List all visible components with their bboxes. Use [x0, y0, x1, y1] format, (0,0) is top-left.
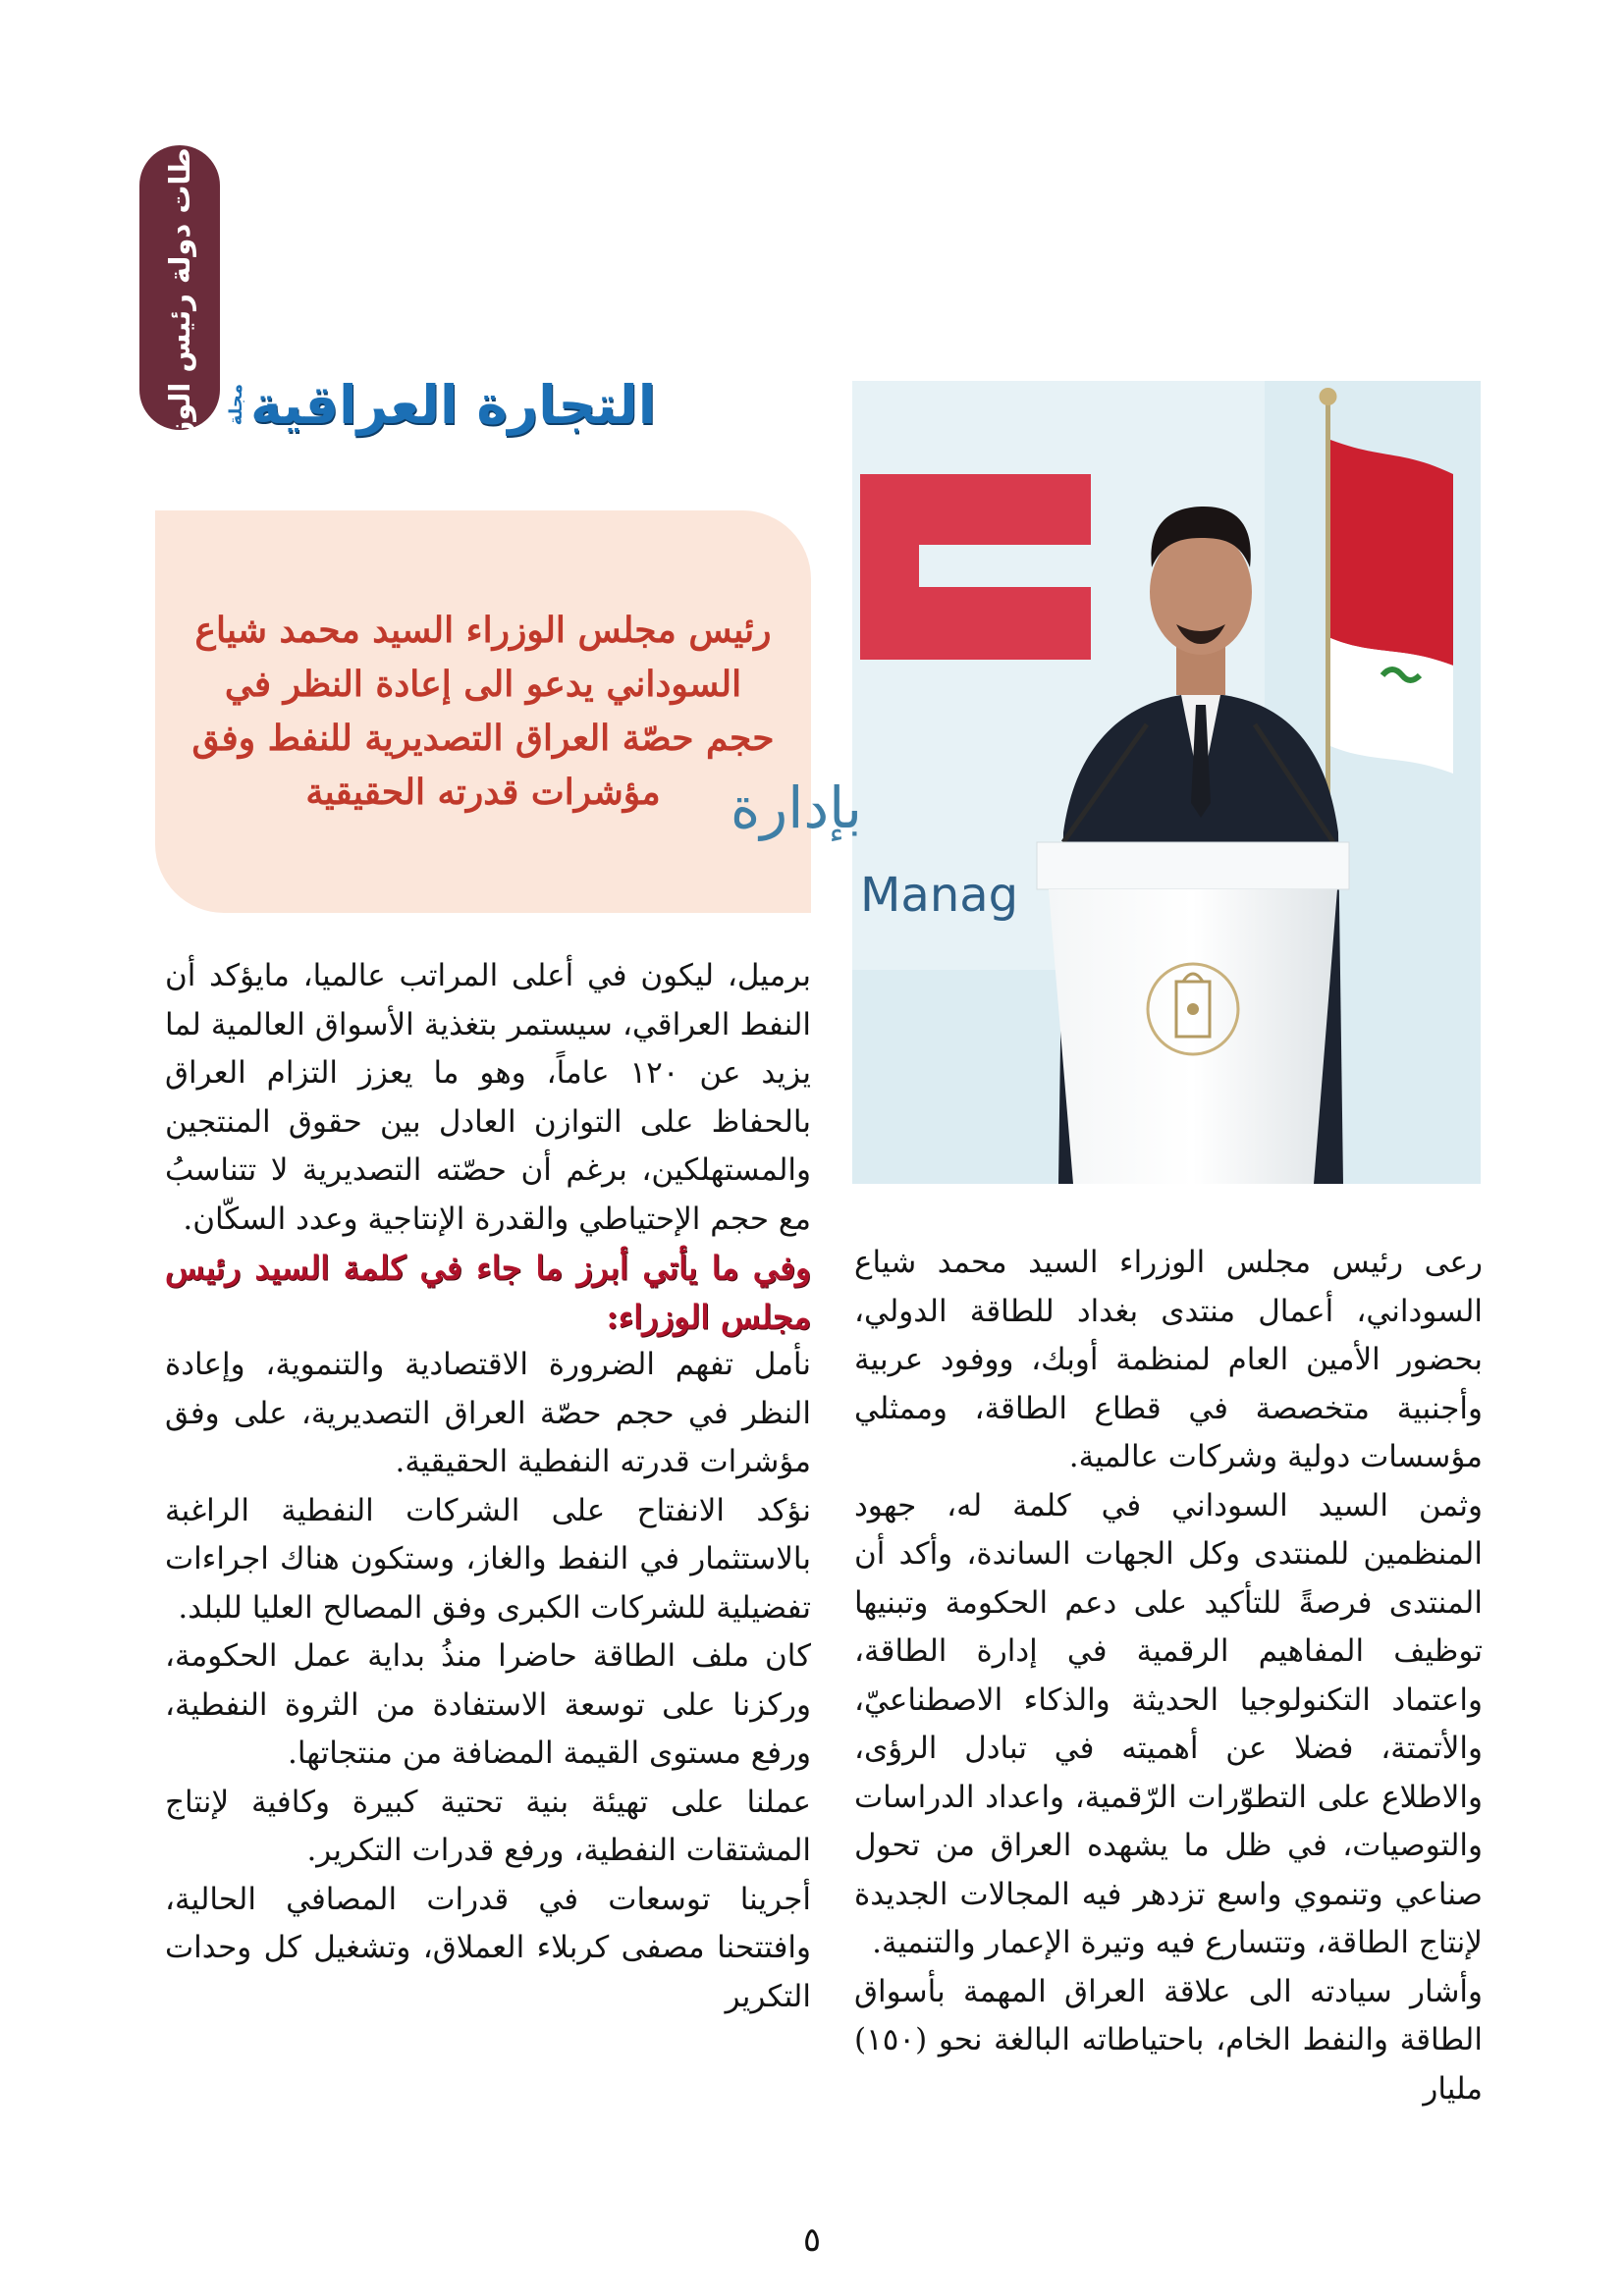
headline-box — [155, 510, 811, 913]
article-column-left — [165, 952, 811, 2021]
magazine-logo-small: مجلة — [226, 383, 246, 426]
screen-sign-english: Manag — [860, 868, 1019, 923]
paragraph: عملنا على تهيئة بنية تحتية كبيرة وكافية لإنتاج المشتقات النفطية، ورفع قدرات التكرير. — [165, 1784, 811, 1868]
paragraph: نؤكد الانفتاح على الشركات النفطية الراغبة بالاستثمار في النفط والغاز، وستكون هناك اجراءات تفضيلية للشركات الكبرى وفق المصالح العليا للبلد. — [165, 1492, 811, 1626]
paragraph: أجرينا توسعات في قدرات المصافي الحالية، وافتتحنا مصفى كربلاء العملاق، وتشغيل كل وحدات التكرير — [165, 1881, 811, 2014]
section-tab — [139, 97, 220, 478]
paragraph: رعى رئيس مجلس الوزراء السيد محمد شياع السوداني، أعمال منتدى بغداد للطاقة الدولي، بحضور الأمين العام لمنظمة أوبك، ووفود عربية وأجنبية متخصصة في قطاع الطاقة، وممثلي مؤسسات دولية وشركات عالمية. — [854, 1245, 1483, 1474]
paragraph: برميل، ليكون في أعلى المراتب عالميا، مايؤكد أن النفط العراقي، سيستمر بتغذية الأسواق العالمية لما يزيد عن ١٢٠ عاماً، وهو ما يعزز التزام العراق بالحفاظ على التوازن العادل بين حقوق المنتجين والمستهلكين، برغم أن حصّته التصديرية لا تتناسبُ مع حجم الإحتياطي والقدرة الإنتاجية وعدد السكّان. — [165, 958, 811, 1237]
section-subheading: وفي ما يأتي أبرز ما جاء في كلمة السيد رئيس مجلس الوزراء: — [165, 1249, 811, 1336]
screen-sign-arabic: بإدارة — [730, 774, 862, 841]
article-headline: رئيس مجلس الوزراء السيد محمد شياع السوداني يدعو الى إعادة النظر في حجم حصّة العراق التصديرية للنفط وفق مؤشرات قدرته الحقيقية — [191, 610, 775, 813]
magazine-logo — [226, 365, 657, 444]
speaker-at-podium-illustration — [730, 381, 1481, 1184]
paragraph: وأشار سيادته الى علاقة العراق المهمة بأسواق الطاقة والنفط الخام، باحتياطاته البالغة نحو (١٥٠) مليار — [854, 1973, 1483, 2107]
section-tab-label: نشاطات دولة رئيس الوزراء — [163, 97, 196, 478]
paragraph: وثمن السيد السوداني في كلمة له، جهود المنظمين للمنتدى وكل الجهات الساندة، وأكد أن المنتدى فرصةً للتأكيد على دعم الحكومة وتبنيها توظيف المفاهيم الرقمية في إدارة الطاقة، واعتماد التكنولوجيا الحديثة والذكاء الاصطناعيّ، والأتمتة، فضلا عن أهميته في تبادل الرؤى، والاطلاع على التطوّرات الرّقمية، واعداد الدراسات والتوصيات، في ظل ما يشهده العراق من تحول صناعي وتنموي واسع تزدهر فيه المجالات الجديدة لإنتاج الطاقة، وتتسارع فيه وتيرة الإعمار والتنمية. — [854, 1487, 1483, 1960]
paragraph: نأمل تفهم الضرورة الاقتصادية والتنموية، وإعادة النظر في حجم حصّة العراق التصديرية، على وفق مؤشرات قدرته النفطية الحقيقية. — [165, 1347, 811, 1479]
paragraph: كان ملف الطاقة حاضرا منذُ بداية عمل الحكومة، وركزنا على توسعة الاستفادة من الثروة النفطية، ورفع مستوى القيمة المضافة من منتجاتها. — [165, 1638, 811, 1771]
article-column-right — [854, 1239, 1483, 2113]
magazine-logo-title: التجارة العراقية — [250, 373, 657, 436]
page-number: ٥ — [802, 2220, 822, 2260]
article-photo — [730, 381, 1481, 1184]
